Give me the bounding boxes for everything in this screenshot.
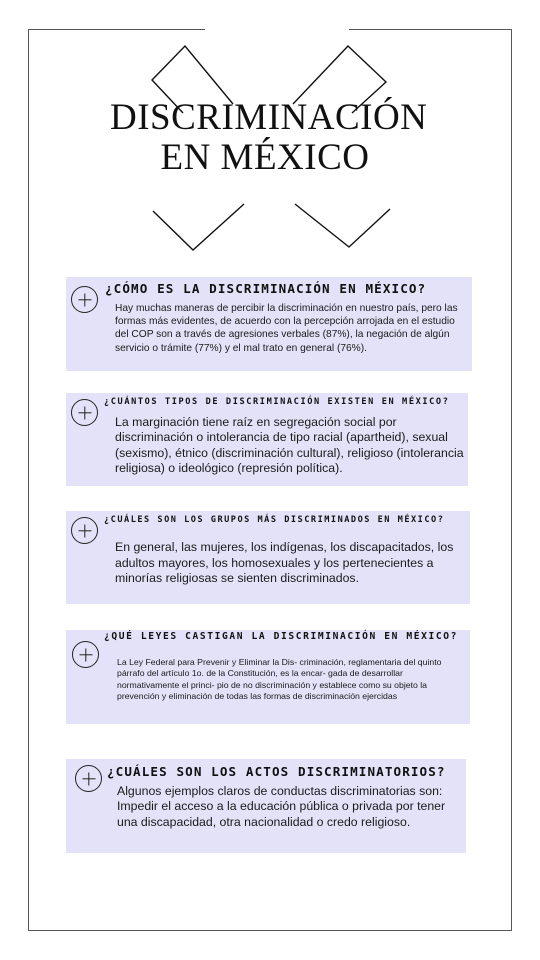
title-line-1: DISCRIMINACIÓN <box>110 97 428 138</box>
section-answer-5: Algunos ejemplos claros de conductas discriminatorias son: Impedir el acceso a la educación pública o privada por tener una discapacidad, otra nacionalidad o credo religioso. <box>117 784 446 829</box>
section-question-1: ¿CÓMO ES LA DISCRIMINACIÓN EN MÉXICO? <box>105 281 427 296</box>
section-answer-2: La marginación tiene raíz en segregación social por discriminación o intolerancia de tipo racial (apartheid), sexual (sexismo), étnico (discriminación cultural), religioso (intolerancia religiosa) o ideológico (represión política). <box>115 415 464 475</box>
expand-plus-icon[interactable] <box>71 517 98 544</box>
expand-plus-icon[interactable] <box>71 286 98 313</box>
expand-plus-icon[interactable] <box>75 765 102 792</box>
section-question-5: ¿CUÁLES SON LOS ACTOS DISCRIMINATORIOS? <box>107 764 446 779</box>
page-title <box>110 97 428 178</box>
title-line-2: EN MÉXICO <box>160 137 370 178</box>
expand-plus-icon[interactable] <box>71 399 98 426</box>
section-answer-1: Hay muchas maneras de percibir la discriminación en nuestro país, pero las formas más evidentes, de acuerdo con la percepción arrojada en el estudio del COP son a través de agresiones verbales (87%), la negación de algún servicio o trámite (77%) y el mal trato en general (76%). <box>115 303 458 354</box>
expand-plus-icon[interactable] <box>72 641 99 668</box>
section-answer-3: En general, las mujeres, los indígenas, los discapacitados, los adultos mayores, los homosexuales y los pertenecientes a minorías religiosas se sienten discriminados. <box>115 540 454 585</box>
section-question-4: ¿QUÉ LEYES CASTIGAN LA DISCRIMINACIÓN EN MÉXICO? <box>104 631 459 642</box>
section-question-2: ¿CUÁNTOS TIPOS DE DISCRIMINACIÓN EXISTEN EN MÉXICO? <box>104 397 450 407</box>
section-answer-4: La Ley Federal para Prevenir y Eliminar la Dis- criminación, reglamentaria del quinto párrafo del artículo 1o. de la Constitución, es la encar- gada de desarrollar normativamente el princi- pio de no discriminación y establece como su objeto la prevención y eliminación de todas las formas de discriminación ejercidas <box>117 657 442 702</box>
section-question-3: ¿CUÁLES SON LOS GRUPOS MÁS DISCRIMINADOS EN MÉXICO? <box>104 515 445 525</box>
